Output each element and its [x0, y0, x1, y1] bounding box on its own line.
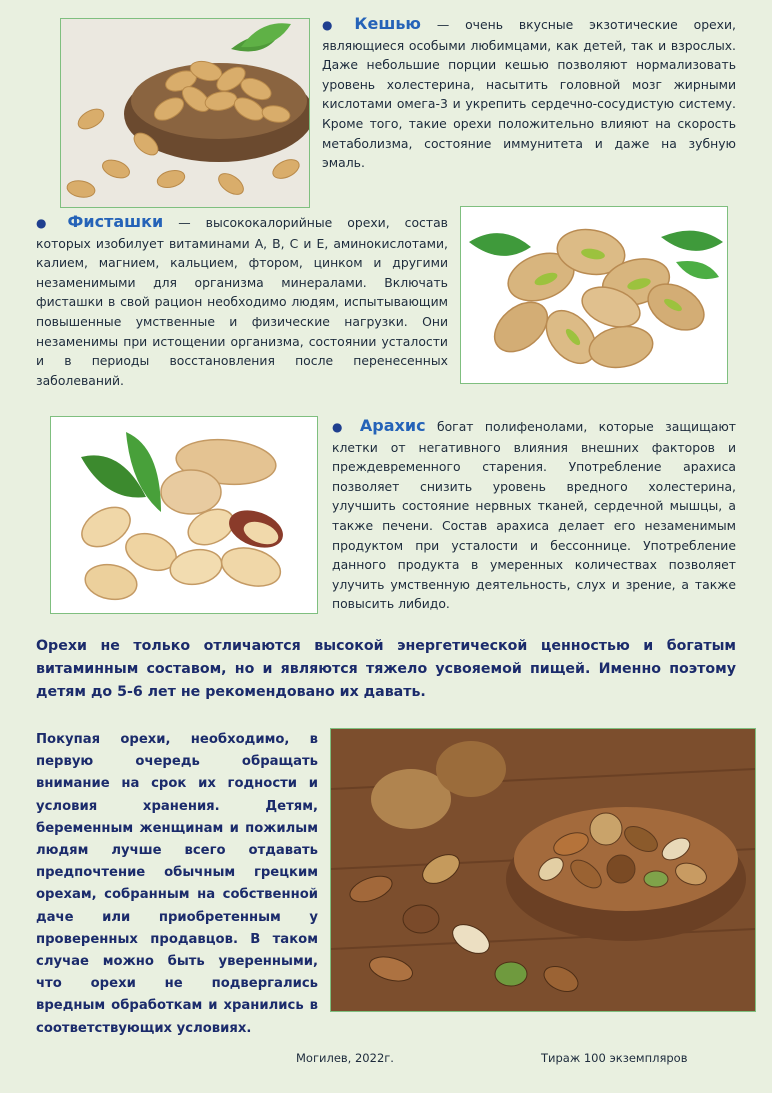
peanut-paragraph	[332, 416, 736, 614]
mixed-nuts-illustration	[331, 729, 755, 1011]
cashew-illustration	[61, 19, 309, 207]
pistachio-illustration	[461, 207, 727, 383]
bullet-icon: ●	[332, 420, 350, 434]
pistachio-photo	[460, 206, 728, 384]
peanut-illustration	[51, 417, 317, 613]
pistachio-paragraph	[36, 212, 448, 390]
peanut-photo	[50, 416, 318, 614]
pistachio-text: — высококалорийные орехи, состав которых изобилует витаминами A, B, C и E, аминокислотами, калием, магнием, кальцием, фтором, цинком и другими незаменимыми для организма минералами. Включать фисташки в свой рацион необходимо людям, испытывающим повышенные умственные и физические нагрузки. Они незаменимы при истощении организма, состоянии усталости и в периоды восстановления после перенесенных заболеваний.	[36, 215, 448, 388]
peanut-term: Арахис	[359, 416, 426, 435]
cashew-photo	[60, 18, 310, 208]
cashew-text: — очень вкусные экзотические орехи, являющиеся особыми любимцами, как детей, так и взрослых. Даже небольшие порции кешью позволяют нормализовать уровень холестерина, насытить головной мозг жирными кислотами омега-3 и укрепить сердечно-сосудистую систему. Кроме того, такие орехи положительно влияют на скорость метаболизма, состояние иммунитета и даже на зубную эмаль.	[322, 17, 736, 171]
bullet-icon: ●	[322, 18, 345, 32]
peanut-text: богат полифенолами, которые защищают клетки от негативного влияния внешних факторов и преждевременного старения. Употребление арахиса позволяет снизить уровень вредного холестерина, улучшить состояние нервных тканей, сердечной мышцы, а также печени. Состав арахиса делает его незаменимым продуктом при усталости и бессоннице. Употребление данного продукта в умеренных количествах позволяет улучить умственную деятельность, слух и зрение, а также повысить либидо.	[332, 419, 736, 612]
summary-paragraph: Орехи не только отличаются высокой энергетической ценностью и богатым витаминным составом, но и являются тяжело усвояемой пищей. Именно поэтому детям до 5-6 лет не рекомендовано их давать.	[36, 638, 736, 700]
bullet-icon: ●	[36, 216, 58, 230]
cashew-term: Кешью	[354, 14, 421, 33]
cashew-paragraph	[322, 14, 736, 173]
footer-circulation: Тираж 100 экземпляров	[541, 1051, 688, 1065]
pistachio-term: Фисташки	[67, 212, 164, 231]
mixed-nuts-photo	[330, 728, 756, 1012]
advice-paragraph: Покупая орехи, необходимо, в первую очередь обращать внимание на срок их годности и условия хранения. Детям, беременным женщинам и пожилым людям лучше всего отдавать предпочтение обычным грецким орехам, собранным на собственной даче или приобретенным у проверенных продавцов. В таком случае можно быть уверенными, что орехи не подвергались вредным обработкам и хранились в соответствующих условиях.	[36, 732, 318, 1036]
footer-city-year: Могилев, 2022г.	[296, 1051, 394, 1065]
